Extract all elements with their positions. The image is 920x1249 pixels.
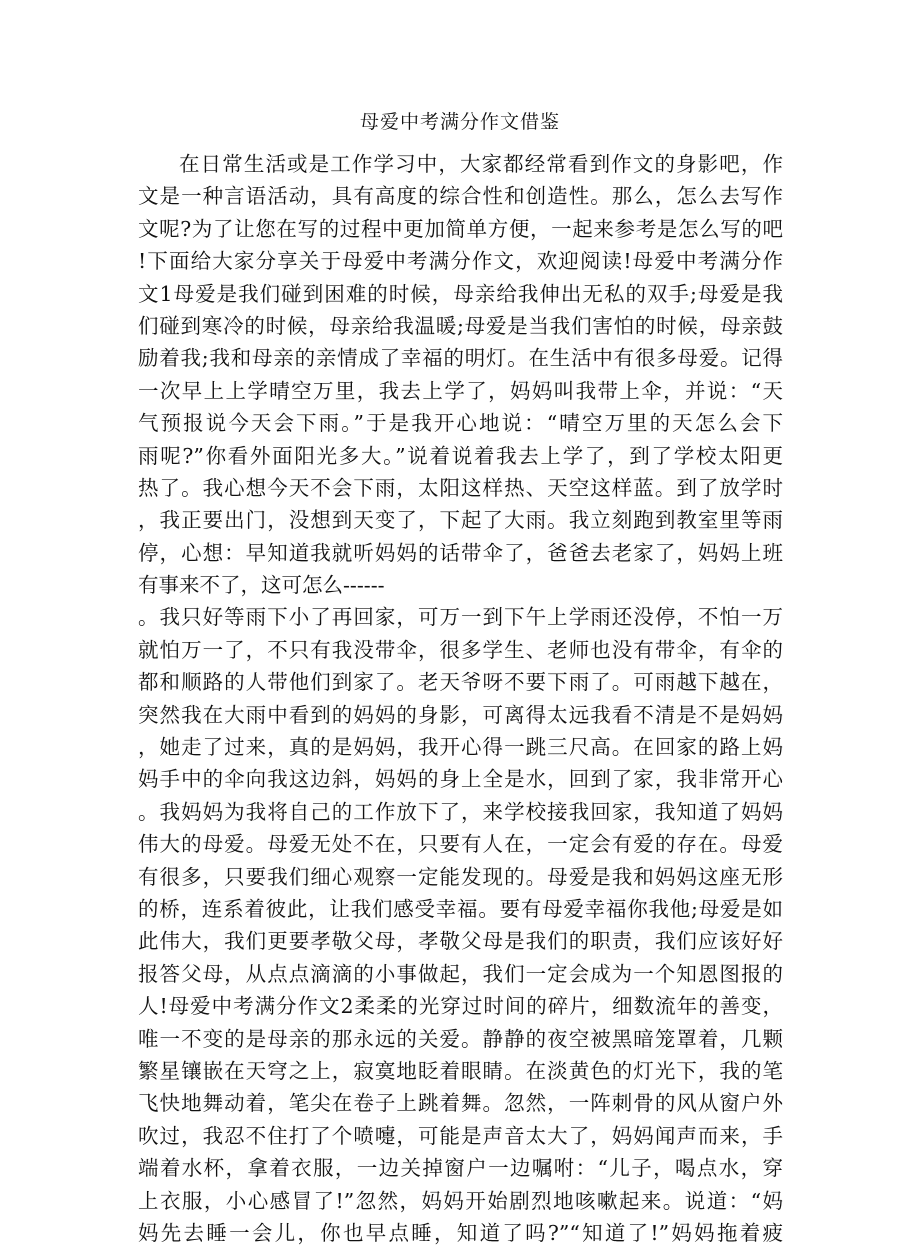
body-line: 唯一不变的是母亲的那永远的关爱。静静的夜空被黑暗笼罩着，几颗 (138, 1026, 783, 1051)
body-line: 人!母爱中考满分作文2柔柔的光穿过时间的碎片，细数流年的善变， (138, 994, 783, 1019)
body-line: 此伟大，我们更要孝敬父母，孝敬父母是我们的职责，我们应该好好 (138, 929, 783, 954)
body-line: 繁星镶嵌在天穹之上，寂寞地眨着眼睛。在淡黄色的灯光下，我的笔 (138, 1058, 783, 1083)
body-line: 飞快地舞动着，笔尖在卷子上跳着舞。忽然，一阵刺骨的风从窗户外 (138, 1091, 783, 1116)
body-line: 吹过，我忍不住打了个喷嚏，可能是声音太大了，妈妈闻声而来，手 (138, 1123, 783, 1148)
body-line: 上衣服，小心感冒了!”忽然，妈妈开始剧烈地咳嗽起来。说道：“妈 (138, 1188, 783, 1213)
body-line: 都和顺路的人带他们到家了。老天爷呀不要下雨了。可雨越下越在， (138, 670, 783, 695)
body-line: 妈先去睡一会儿，你也早点睡，知道了吗?”“知道了!”妈妈拖着疲 (138, 1220, 783, 1245)
document-body (138, 148, 783, 1249)
body-line: !下面给大家分享关于母爱中考满分作文，欢迎阅读!母爱中考满分作 (138, 249, 783, 274)
body-line: ，我正要出门，没想到天变了，下起了大雨。我立刻跑到教室里等雨 (138, 508, 783, 533)
document-title: 母爱中考满分作文借鉴 (359, 111, 560, 133)
body-line: 励着我;我和母亲的亲情成了幸福的明灯。在生活中有很多母爱。记得 (138, 346, 783, 371)
body-line: 停，心想：早知道我就听妈妈的话带伞了，爸爸去老家了，妈妈上班 (138, 540, 783, 565)
body-line: 文是一种言语活动，具有高度的综合性和创造性。那么，怎么去写作 (138, 184, 783, 209)
body-line: 。我妈妈为我将自己的工作放下了，来学校接我回家，我知道了妈妈 (138, 799, 783, 824)
body-line: 端着水杯，拿着衣服，一边关掉窗户一边嘱咐：“儿子，喝点水，穿 (138, 1156, 783, 1181)
body-line: 气预报说今天会下雨。”于是我开心地说：“晴空万里的天怎么会下 (138, 411, 783, 436)
body-line: 有事来不了，这可怎么------ (138, 573, 385, 598)
body-line: 妈手中的伞向我这边斜，妈妈的身上全是水，回到了家，我非常开心 (138, 767, 783, 792)
body-line: 一次早上上学晴空万里，我去上学了，妈妈叫我带上伞，并说：“天 (138, 378, 783, 403)
body-line: 文1母爱是我们碰到困难的时候，母亲给我伸出无私的双手;母爱是我 (138, 281, 783, 306)
body-line: 。我只好等雨下小了再回家，可万一到下午上学雨还没停，不怕一万 (138, 605, 783, 630)
body-line: 的桥，连系着彼此，让我们感受幸福。要有母爱幸福你我他;母爱是如 (138, 896, 783, 921)
body-line: 文呢?为了让您在写的过程中更加简单方便，一起来参考是怎么写的吧 (138, 216, 783, 241)
body-line: 们碰到寒冷的时候，母亲给我温暖;母爱是当我们害怕的时候，母亲鼓 (138, 313, 783, 338)
body-line: 就怕万一了，不只有我没带伞，很多学生、老师也没有带伞，有伞的 (138, 637, 783, 662)
body-line: 热了。我心想今天不会下雨，太阳这样热、天空这样蓝。到了放学时 (138, 475, 783, 500)
body-line: 突然我在大雨中看到的妈妈的身影，可离得太远我看不清是不是妈妈 (138, 702, 783, 727)
body-line: 伟大的母爱。母爱无处不在，只要有人在，一定会有爱的存在。母爱 (138, 832, 783, 857)
body-line: 雨呢?”你看外面阳光多大。”说着说着我去上学了，到了学校太阳更 (138, 443, 783, 468)
body-line: 报答父母，从点点滴滴的小事做起，我们一定会成为一个知恩图报的 (138, 961, 783, 986)
body-line: 有很多，只要我们细心观察一定能发现的。母爱是我和妈妈这座无形 (138, 864, 783, 889)
body-line: ，她走了过来，真的是妈妈，我开心得一跳三尺高。在回家的路上妈 (138, 735, 783, 760)
body-line: 在日常生活或是工作学习中，大家都经常看到作文的身影吧，作 (179, 152, 783, 176)
